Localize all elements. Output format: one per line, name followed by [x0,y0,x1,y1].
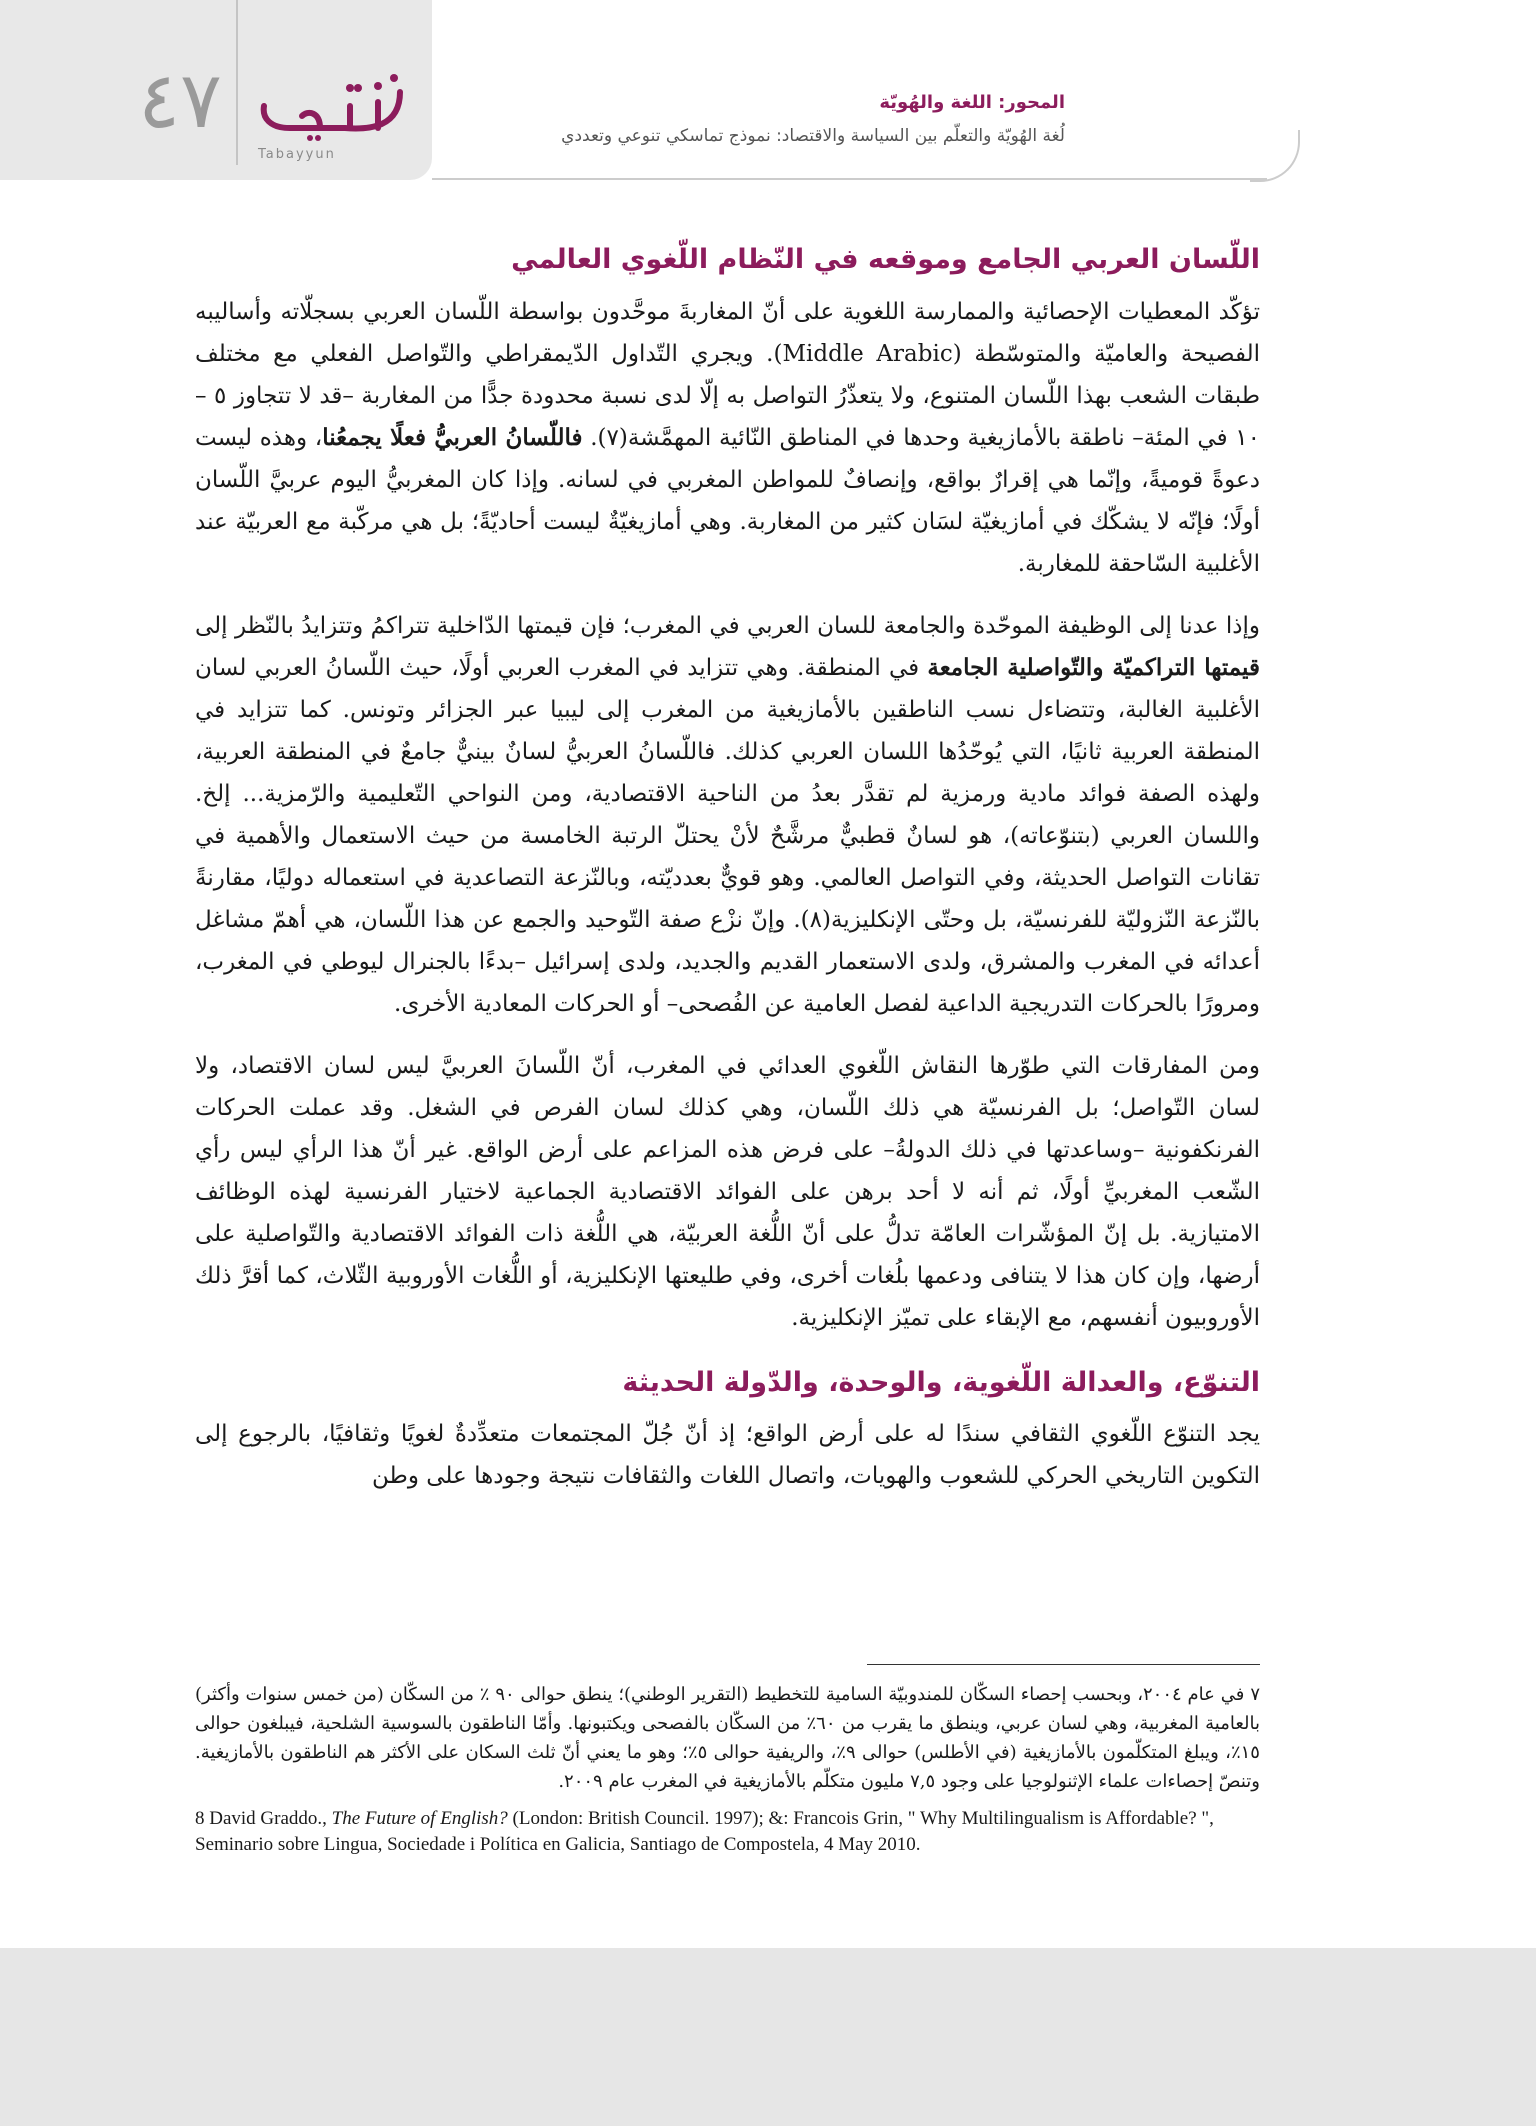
running-article-title: لُغة الهُويّة والتعلّم بين السياسة والاقتصاد: نموذج تماسكي تنوعي وتعددي [561,126,1065,146]
footnote-text: في عام ٢٠٠٤، وبحسب إحصاء السكّان للمندوبيّة السامية للتخطيط (التقرير الوطني)؛ ينطق حوالى ٩٠ ٪ من السكّان (من خمس سنوات وأكثر) بالعامية المغربية، وهي لسان عربي، وينطق ما يقرب من ٦٠٪ من السكّان بالفصحى ويكتبونها. وأمّا الناطقون بالسوسية الشلحية، فيبلغون حوالى ١٥٪، ويبلغ المتكلّمون بالأمازيغية (في الأطلس) حوالى ٩٪، والريفية حوالى ٥٪؛ وهو ما يعني أنّ ثلث السكان على الأكثر هم الناطقون بالأمازيغية. وتنصّ إحصاءات علماء الإثنولوجيا على وجود ٧,٥ مليون متكلّم بالأمازيغية في المغرب عام ٢٠٠٩. [195,1684,1260,1792]
footnotes [195,1680,1260,1858]
page-bottom-band [0,1948,1536,2126]
paragraph-bold: قيمتها التراكميّة والتّواصلية الجامعة [927,653,1260,681]
paragraph-text: تؤكّد المعطيات الإحصائية والممارسة اللغوية على أنّ المغاربةَ موحَّدون بواسطة اللّسان العربي بسجلّاته وأساليبه الفصيحة والعاميّة والمتوسّطة (Middle Arabic). ويجري التّداول الدّيمقراطي والتّواصل الفعلي مع مختلف طبقات الشعب بهذا اللّسان المتنوع، ولا يتعذّرُ التواصل به إلّا لدى نسبة محدودة جدًّا من المغاربة –قد لا تتجاوز ٥ – ١٠ في المئة– ناطقة بالأمازيغية وحدها في المناطق النّائية المهمَّشة(٧). [195,298,1261,451]
paragraph-text: ، وهذه ليست دعوةً قوميةً، وإنّما هي إقرارٌ بواقع، وإنصافٌ للمواطن المغربي في لسانه. وإذا كان المغربيُّ اليوم عربيَّ اللّسان أولًا؛ فإنّه لا يشكّك في أمازيغيّة لسَان كثير من المغاربة. وهي أمازيغيّةٌ ليست أحاديّةً؛ بل هي مركّبة مع العربيّة عند الأغلبية السّاحقة للمغاربة. [195,424,1260,577]
section-heading: التنوّع، والعدالة اللّغوية، والوحدة، والدّولة الحديثة [622,1366,1260,1398]
paragraph-text: وإذا عدنا إلى الوظيفة الموحّدة والجامعة للسان العربي في المغرب؛ فإن قيمتها الدّاخلية تتراكمُ وتتزايدُ بالنّظر إلى [195,612,1260,639]
footnote-7 [195,1680,1260,1796]
footnote-number: 8 [195,1808,205,1829]
running-header [0,0,1300,180]
paragraph-bold: فاللّسانُ العربيُّ فعلًا يجمعُنا [322,423,583,451]
paragraph [195,291,1260,585]
header-rule [432,178,1267,180]
article-body [195,240,1260,1517]
logo-latin-text: Tabayyun [258,147,336,162]
section-heading: اللّسان العربي الجامع وموقعه في النّظام اللّغوي العالمي [511,244,1260,275]
paragraph [195,1413,1260,1497]
paragraph [195,605,1260,1025]
page-number: ٤٧ [138,56,222,146]
header-corner [1250,130,1300,182]
page-margin [1300,0,1536,2126]
section-label: المحور: اللغة والهُويّة [879,92,1065,113]
footnote-text: (London: British Council. 1997); &: Francois Grin, " Why Multilingualism is Affordable? ", Seminario sobre Lingua, Sociedade i Política en Galicia, Santiago de Compostela, 4 May 2010. [195,1808,1214,1855]
paragraph-text: ومن المفارقات التي طوّرها النقاش اللّغوي العدائي في المغرب، أنّ اللّسانَ العربيَّ ليس لسان الاقتصاد، ولا لسان التّواصل؛ بل الفرنسيّة هي ذلك اللّسان، وهي كذلك لسان الفرص في الشغل. وقد عملت الحركات الفرنكفونية –وساعدتها في ذلك الدولةُ– على فرض هذه المزاعم على أرض الواقع. غير أنّ هذا الرأي ليس رأي الشّعب المغربيِّ أولًا، ثم أنه لا أحد برهن على الفوائد الاقتصادية الجماعية لاختيار الفرنسية لهذه الوظائف الامتيازية. بل إنّ المؤشّرات العامّة تدلُّ على أنّ اللُّغة العربيّة، هي اللُّغة ذات الفوائد الاقتصادية والتّواصلية على أرضها، وإن كان هذا لا يتنافى ودعمها بلُغات أخرى، وفي طليعتها الإنكليزية، أو اللُّغات الأوروبية الثّلاث، كما أقرَّ ذلك الأوروبيون أنفسهم، مع الإبقاء على تميّز الإنكليزية. [195,1052,1260,1331]
paragraph [195,1045,1260,1339]
footnote-author: David Graddo., [209,1808,327,1829]
footnote-number: ٧ [1250,1684,1260,1705]
footnote-rule [867,1664,1260,1665]
paragraph-text: في المنطقة. وهي تتزايد في المغرب العربي أولًا، حيث اللّسانُ العربي لسان الأغلبية الغالبة، وتتضاءل نسب الناطقين بالأمازيغية من المغرب إلى ليبيا عبر الجزائر وتونس. كما تتزايد في المنطقة العربية ثانيًا، التي يُوحّدُها اللسان العربي كذلك. فاللّسانُ العربيُّ لسانٌ بينيٌّ جامعٌ في المنطقة العربية، ولهذه الصفة فوائد مادية ورمزية لم تقدَّر بعدُ من الناحية الاقتصادية، ومن النواحي التّعليمية والرّمزية... إلخ. واللسان العربي (بتنوّعاته)، هو لسانٌ قطبيٌّ مرشَّحٌ لأنْ يحتلّ الرتبة الخامسة من حيث الاستعمال والأهمية في تقانات التواصل الحديثة، وفي التواصل العالمي. وهو قويٌّ بعدديّته، وبالنّزعة التصاعدية في استعماله دوليًا، مقارنةً بالنّزعة النّزوليّة للفرنسيّة، بل وحتّى الإنكليزية(٨). وإنّ نزْع صفة التّوحيد والجمع عن هذا اللّسان، هي أهمّ مشاغل أعدائه في المغرب والمشرق، ولدى الاستعمار القديم والجديد، ولدى إسرائيل –بدءًا بالجنرال ليوطي في المغرب، ومرورًا بالحركات التدريجية الداعية لفصل العامية عن الفُصحى– أو الحركات المعادية الأخرى. [195,654,1260,1017]
paragraph-text: يجد التنوّع اللّغوي الثقافي سندًا له على أرض الواقع؛ إذ أنّ جُلّ المجتمعات متعدِّدةٌ لغويًا وثقافيًا، بالرجوع إلى التكوين التاريخي الحركي للشعوب والهويات، واتصال اللغات والثقافات نتيجة وجودها على وطن [195,1421,1260,1489]
footnote-8 [195,1806,1260,1858]
footnote-work-title: The Future of English? [331,1808,508,1829]
